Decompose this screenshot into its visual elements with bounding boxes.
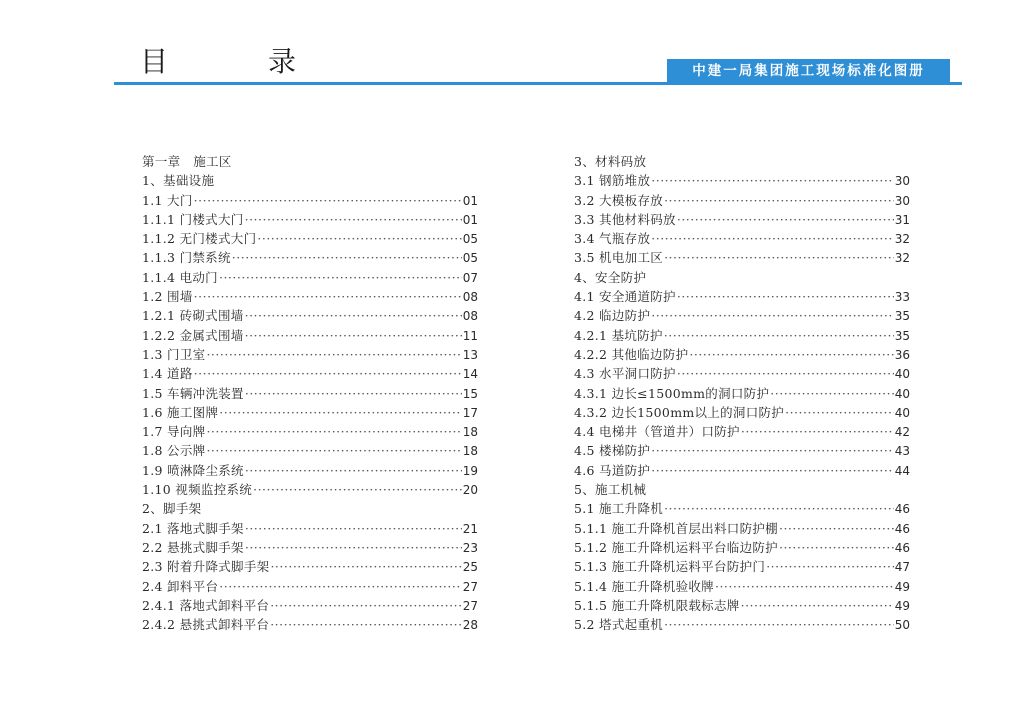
- toc-entry-label: 5.1.3 施工升降机运料平台防护门: [574, 559, 766, 575]
- dot-leader: [245, 538, 462, 557]
- toc-page-number: 01: [462, 212, 478, 227]
- toc-page-number: 35: [894, 328, 910, 343]
- toc-entry-label: 1.10 视频监控系统: [142, 482, 253, 498]
- toc-entry-label: 2.4.1 落地式卸料平台: [142, 597, 270, 613]
- toc-entry-label: 3、材料码放: [574, 154, 647, 169]
- toc-entry[interactable]: [142, 557, 478, 576]
- dot-leader: [194, 287, 462, 306]
- toc-section-heading: [142, 171, 478, 190]
- toc-entry-label: 2.3 附着升降式脚手架: [142, 559, 270, 575]
- toc-entry-label: 4.4 电梯井（管道井）口防护: [574, 424, 740, 440]
- toc-entry[interactable]: [142, 422, 478, 441]
- toc-page-number: 18: [462, 444, 478, 459]
- toc-page-number: 46: [894, 521, 910, 536]
- dot-leader: [270, 596, 462, 615]
- toc-entry[interactable]: [574, 248, 910, 267]
- toc-entry[interactable]: [142, 403, 478, 422]
- toc-entry[interactable]: [574, 615, 910, 634]
- dot-leader: [766, 557, 894, 576]
- toc-page-number: 44: [894, 463, 910, 478]
- dot-leader: [270, 557, 461, 576]
- dot-leader: [219, 403, 461, 422]
- toc-entry-label: 5.2 塔式起重机: [574, 617, 664, 633]
- dot-leader: [651, 229, 893, 248]
- toc-entry[interactable]: [574, 287, 910, 306]
- toc-entry[interactable]: [574, 538, 910, 557]
- toc-page-number: 15: [462, 386, 478, 401]
- toc-page-number: 11: [462, 328, 478, 343]
- toc-entry-label: 2、脚手架: [142, 501, 202, 517]
- dot-leader: [257, 229, 461, 248]
- toc-entry-label: 2.1 落地式脚手架: [142, 520, 244, 536]
- toc-page-number: 40: [894, 386, 910, 401]
- dot-leader: [689, 345, 893, 364]
- toc-left-column: [142, 152, 478, 634]
- toc-entry-label: 4、安全防护: [574, 269, 647, 285]
- toc-entry-label: 2.4 卸料平台: [142, 578, 219, 594]
- toc-entry-label: 5.1.5 施工升降机限载标志牌: [574, 597, 740, 613]
- toc-entry-label: 4.3 水平洞口防护: [574, 366, 676, 382]
- toc-entry-label: 5.1.1 施工升降机首层出料口防护棚: [574, 520, 778, 536]
- dot-leader: [664, 326, 894, 345]
- page-title: 目 录: [140, 45, 333, 78]
- toc-entry-label: 4.2.1 基坑防护: [574, 327, 663, 343]
- toc-entry[interactable]: [574, 210, 910, 229]
- toc-entry-label: 2.2 悬挑式脚手架: [142, 539, 244, 555]
- dot-leader: [206, 441, 461, 460]
- toc-page-number: 42: [894, 425, 910, 440]
- toc-page-number: 36: [894, 347, 910, 362]
- toc-entry-label: 1.2 围墙: [142, 289, 193, 305]
- toc-entry-label: 1.1.2 无门楼式大门: [142, 231, 257, 247]
- toc-entry[interactable]: [574, 384, 910, 403]
- toc-page-number: 28: [462, 618, 478, 633]
- toc-entry-label: 5、施工机械: [574, 482, 647, 498]
- toc-entry[interactable]: [142, 577, 478, 596]
- toc-entry-label: 4.2 临边防护: [574, 308, 651, 324]
- toc-page-number: 49: [894, 598, 910, 613]
- dot-leader: [219, 268, 462, 287]
- toc-entry[interactable]: [574, 364, 910, 383]
- dot-leader: [785, 403, 894, 422]
- toc-page-number: 20: [462, 483, 478, 498]
- toc-entry-label: 1.2.1 砖砌式围墙: [142, 308, 244, 324]
- toc-page-number: 46: [894, 540, 910, 555]
- toc-entry-label: 3.4 气瓶存放: [574, 231, 651, 247]
- toc-section-heading: [574, 480, 910, 499]
- dot-leader: [779, 538, 894, 557]
- toc-entry[interactable]: [142, 229, 478, 248]
- toc-entry-label: 3.2 大模板存放: [574, 192, 664, 208]
- toc-entry[interactable]: [574, 422, 910, 441]
- dot-leader: [194, 364, 462, 383]
- toc-page-number: 08: [462, 309, 478, 324]
- toc-page-number: 40: [894, 405, 910, 420]
- toc-entry-label: 5.1.2 施工升降机运料平台临边防护: [574, 539, 778, 555]
- toc-page-number: 46: [894, 502, 910, 517]
- toc-entry[interactable]: [142, 326, 478, 345]
- dot-leader: [779, 519, 894, 538]
- dot-leader: [664, 615, 894, 634]
- dot-leader: [270, 615, 462, 634]
- toc-page-number: 31: [894, 212, 910, 227]
- dot-leader: [651, 171, 893, 190]
- toc-entry[interactable]: [142, 345, 478, 364]
- toc-entry-label: 5.1.4 施工升降机验收牌: [574, 578, 714, 594]
- toc-entry-label: 4.6 马道防护: [574, 462, 651, 478]
- toc-section-heading: [574, 152, 910, 171]
- toc-entry-label: 1.1.3 门禁系统: [142, 250, 231, 266]
- toc-entry-label: 1.9 喷淋降尘系统: [142, 462, 244, 478]
- toc-entry[interactable]: [142, 210, 478, 229]
- toc-entry-label: 3.5 机电加工区: [574, 250, 664, 266]
- toc-entry-label: 3.1 钢筋堆放: [574, 173, 651, 189]
- toc-page-number: 18: [462, 425, 478, 440]
- dot-leader: [245, 461, 462, 480]
- toc-entry[interactable]: [142, 596, 478, 615]
- dot-leader: [245, 519, 462, 538]
- toc-entry[interactable]: [142, 364, 478, 383]
- toc-entry[interactable]: [574, 519, 910, 538]
- toc-section-heading: [574, 268, 910, 287]
- toc-page-number: 14: [462, 367, 478, 382]
- toc-entry-label: 1.1.1 门楼式大门: [142, 211, 244, 227]
- toc-entry[interactable]: [142, 461, 478, 480]
- toc-page-number: 49: [894, 579, 910, 594]
- dot-leader: [219, 577, 461, 596]
- toc-page-number: 43: [894, 444, 910, 459]
- toc-entry-label: 1.3 门卫室: [142, 346, 206, 362]
- dot-leader: [651, 441, 893, 460]
- toc-entry[interactable]: [574, 577, 910, 596]
- toc-page-number: 27: [462, 598, 478, 613]
- toc-entry-label: 4.1 安全通道防护: [574, 289, 676, 305]
- toc-page-number: 01: [462, 193, 478, 208]
- dot-leader: [664, 499, 894, 518]
- dot-leader: [245, 384, 462, 403]
- toc-entry[interactable]: [142, 519, 478, 538]
- toc-entry-label: 1、基础设施: [142, 173, 215, 189]
- dot-leader: [651, 461, 893, 480]
- toc-entry[interactable]: [142, 248, 478, 267]
- toc-page-number: 08: [462, 290, 478, 305]
- toc-page-number: 50: [894, 618, 910, 633]
- toc-entry-label: 2.4.2 悬挑式卸料平台: [142, 617, 270, 633]
- toc-entry-label: 4.5 楼梯防护: [574, 443, 651, 459]
- toc-page-number: 32: [894, 251, 910, 266]
- toc-page-number: 21: [462, 521, 478, 536]
- dot-leader: [677, 210, 894, 229]
- toc-entry-label: 1.6 施工图牌: [142, 404, 219, 420]
- toc-section-heading: [142, 499, 478, 518]
- toc-entry[interactable]: [574, 441, 910, 460]
- dot-leader: [664, 248, 894, 267]
- toc-page-number: 30: [894, 174, 910, 189]
- toc-entry-label: 5.1 施工升降机: [574, 501, 664, 517]
- dot-leader: [253, 480, 462, 499]
- toc-entry-label: 1.7 导向牌: [142, 424, 206, 440]
- toc-entry-label: 4.2.2 其他临边防护: [574, 346, 689, 362]
- dot-leader: [651, 306, 893, 325]
- toc-entry-label: 1.1 大门: [142, 192, 193, 208]
- toc-entry[interactable]: [574, 596, 910, 615]
- dot-leader: [245, 306, 462, 325]
- dot-leader: [245, 210, 462, 229]
- dot-leader: [741, 596, 894, 615]
- toc-entry[interactable]: [142, 441, 478, 460]
- toc-page-number: 07: [462, 270, 478, 285]
- toc-entry[interactable]: [142, 384, 478, 403]
- toc-entry-label: 4.3.1 边长≤1500mm的洞口防护: [574, 385, 770, 401]
- toc-page-number: 35: [894, 309, 910, 324]
- toc-entry-label: 3.3 其他材料码放: [574, 211, 676, 227]
- toc-right-column: [574, 152, 910, 634]
- toc-entry[interactable]: [574, 499, 910, 518]
- dot-leader: [206, 422, 461, 441]
- dot-leader: [677, 364, 894, 383]
- toc-entry-label: 1.4 道路: [142, 366, 193, 382]
- dot-leader: [245, 326, 462, 345]
- toc-entry[interactable]: [574, 345, 910, 364]
- toc-page-number: 32: [894, 232, 910, 247]
- toc-page-number: 33: [894, 290, 910, 305]
- toc-page-number: 19: [462, 463, 478, 478]
- toc-entry[interactable]: [574, 557, 910, 576]
- toc-entry[interactable]: [142, 538, 478, 557]
- toc-entry[interactable]: [142, 480, 478, 499]
- toc-entry-label: 1.5 车辆冲洗装置: [142, 385, 244, 401]
- toc-entry-label: 第一章 施工区: [142, 154, 232, 169]
- toc-entry[interactable]: [574, 326, 910, 345]
- toc-entry[interactable]: [574, 229, 910, 248]
- toc-entry[interactable]: [574, 191, 910, 210]
- toc-page-number: 05: [462, 232, 478, 247]
- toc-entry[interactable]: [574, 171, 910, 190]
- toc-page-number: 30: [894, 193, 910, 208]
- dot-leader: [206, 345, 461, 364]
- dot-leader: [194, 191, 462, 210]
- dot-leader: [715, 577, 894, 596]
- toc-entry-label: 1.2.2 金属式围墙: [142, 327, 244, 343]
- toc-entry-label: 1.8 公示牌: [142, 443, 206, 459]
- dot-leader: [664, 191, 894, 210]
- dot-leader: [770, 384, 893, 403]
- toc-page-number: 47: [894, 560, 910, 575]
- toc-page-number: 05: [462, 251, 478, 266]
- toc-page-number: 27: [462, 579, 478, 594]
- toc-section-heading: [142, 152, 478, 171]
- toc-page-number: 23: [462, 540, 478, 555]
- toc-entry[interactable]: [142, 268, 478, 287]
- dot-leader: [741, 422, 894, 441]
- toc-entry[interactable]: [574, 403, 910, 422]
- toc-entry[interactable]: [142, 615, 478, 634]
- toc-entry[interactable]: [142, 191, 478, 210]
- toc-entry-label: 1.1.4 电动门: [142, 269, 218, 285]
- toc-entry-label: 4.3.2 边长1500mm以上的洞口防护: [574, 404, 785, 420]
- toc-page-number: 40: [894, 367, 910, 382]
- dot-leader: [232, 248, 462, 267]
- toc-entry[interactable]: [142, 287, 478, 306]
- header-banner: 中建一局集团施工现场标准化图册: [667, 59, 950, 83]
- toc-entry[interactable]: [574, 306, 910, 325]
- dot-leader: [677, 287, 894, 306]
- toc-page-number: 25: [462, 560, 478, 575]
- toc-page-number: 13: [462, 347, 478, 362]
- toc-page-number: 17: [462, 405, 478, 420]
- toc-entry[interactable]: [574, 461, 910, 480]
- toc-entry[interactable]: [142, 306, 478, 325]
